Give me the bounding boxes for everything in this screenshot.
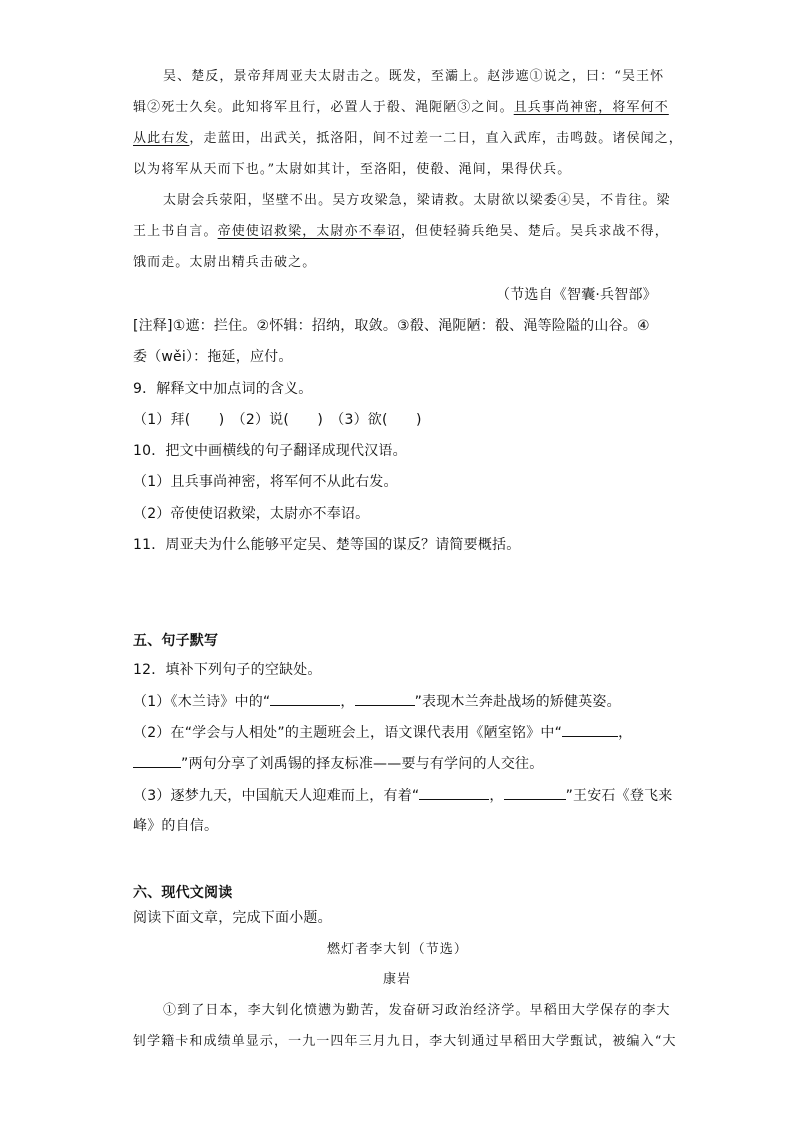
article-para1-line2: 钊学籍卡和成绩单显示，一九一四年三月九日，李大钊通过早稻田大学甄试，被编入“大 — [133, 1034, 677, 1049]
passage-para1-line3 — [133, 129, 683, 149]
question-12-item-3 — [133, 785, 672, 806]
passage-para1-line2 — [133, 98, 669, 118]
passage-para2-line1: 太尉会兵荥阳，坚壁不出。吴方攻梁急，梁请救。太尉欲以梁委④吴，不肯往。梁 — [163, 193, 671, 208]
item-text: ”表现木兰奔赴战场的矫健英姿。 — [414, 694, 621, 710]
underlined-sentence-1-cont: 从此右发 — [133, 131, 190, 146]
answer-blank[interactable] — [419, 785, 489, 800]
item-text: （1）《木兰诗》中的“ — [133, 694, 271, 710]
question-9: 9．解释文中加点词的含义。 — [133, 381, 313, 397]
passage-source: （节选自《智囊·兵智部》 — [496, 287, 657, 303]
passage-text: ，走蓝田，出武关，抵洛阳，间不过差一二日，直入武库，击鸣鼓。诸侯闻之， — [189, 131, 683, 146]
passage-para2-line2 — [133, 222, 669, 242]
question-9-items: （1）拜( ) （2）说( ) （3）欲( ) — [133, 412, 422, 428]
question-11: 11．周亚夫为什么能够平定吴、楚等国的谋反？请简要概括。 — [133, 537, 521, 553]
notes-line2: 委（wěi）：拖延，应付。 — [133, 349, 293, 365]
passage-para2-line3: 饿而走。太尉出精兵击破之。 — [133, 255, 317, 270]
question-10: 10．把文中画横线的句子翻译成现代汉语。 — [133, 443, 407, 459]
article-para1-line1: ①到了日本，李大钊化愤懑为勤苦，发奋研习政治经济学。早稻田大学保存的李大 — [163, 1003, 671, 1018]
answer-blank[interactable] — [270, 691, 340, 706]
passage-para1-line1: 吴、楚反，景帝拜周亚夫太尉击之。既发，至灞上。赵涉遮①说之，曰：“吴王怀 — [163, 69, 665, 84]
passage-text: 王上书自言。 — [133, 224, 218, 239]
question-12-item-2-cont — [133, 753, 543, 774]
section-6-instruction: 阅读下面文章，完成下面小题。 — [133, 910, 332, 926]
article-author: 康岩 — [383, 972, 412, 987]
question-10-item-2: （2）帝使使诏救梁，太尉亦不奉诏。 — [133, 506, 370, 522]
answer-blank[interactable] — [133, 753, 181, 768]
section-6-heading: 六、现代文阅读 — [133, 885, 233, 901]
passage-para1-line4: 以为将军从天而下也。”太尉如其计，至洛阳，使殽、渑间，果得伏兵。 — [133, 162, 572, 177]
notes-line1: [注释]①遮：拦住。②怀辑：招纳，取敛。③殽、渑阨陋：殽、渑等险隘的山谷。④ — [133, 318, 650, 334]
item-text: ， — [618, 725, 633, 741]
question-12: 12．填补下列句子的空缺处。 — [133, 662, 322, 678]
underlined-sentence-1: 且兵事尚神密，将军何不 — [513, 100, 669, 115]
passage-text: ，但使轻骑兵绝吴、楚后。吴兵求战不得， — [400, 224, 669, 239]
item-text: ”两句分享了刘禹锡的择友标准——要与有学问的人交往。 — [181, 756, 544, 772]
item-text: ， — [340, 694, 355, 710]
question-10-item-1: （1）且兵事尚神密，将军何不从此右发。 — [133, 474, 398, 490]
article-title: 燃灯者李大钊（节选） — [327, 942, 469, 957]
answer-blank[interactable] — [562, 722, 618, 737]
item-text: ， — [489, 788, 504, 804]
item-text: （3）逐梦九天，中国航天人迎难而上，有着“ — [133, 788, 420, 804]
question-12-item-2 — [133, 722, 632, 743]
answer-blank[interactable] — [504, 785, 566, 800]
passage-text: 辑②死士久矣。此知将军且行，必置人于殽、渑阨陋③之间。 — [133, 100, 514, 115]
answer-blank[interactable] — [355, 691, 415, 706]
section-5-heading: 五、句子默写 — [133, 633, 219, 649]
item-text: ”王安石《登飞来 — [565, 788, 673, 804]
question-12-item-3-cont: 峰》的自信。 — [133, 818, 219, 834]
underlined-sentence-2: 帝使使诏救梁，太尉亦不奉诏 — [217, 224, 401, 239]
item-text: （2）在“学会与人相处”的主题班会上，语文课代表用《陋室铭》中“ — [133, 725, 563, 741]
question-12-item-1 — [133, 691, 621, 712]
